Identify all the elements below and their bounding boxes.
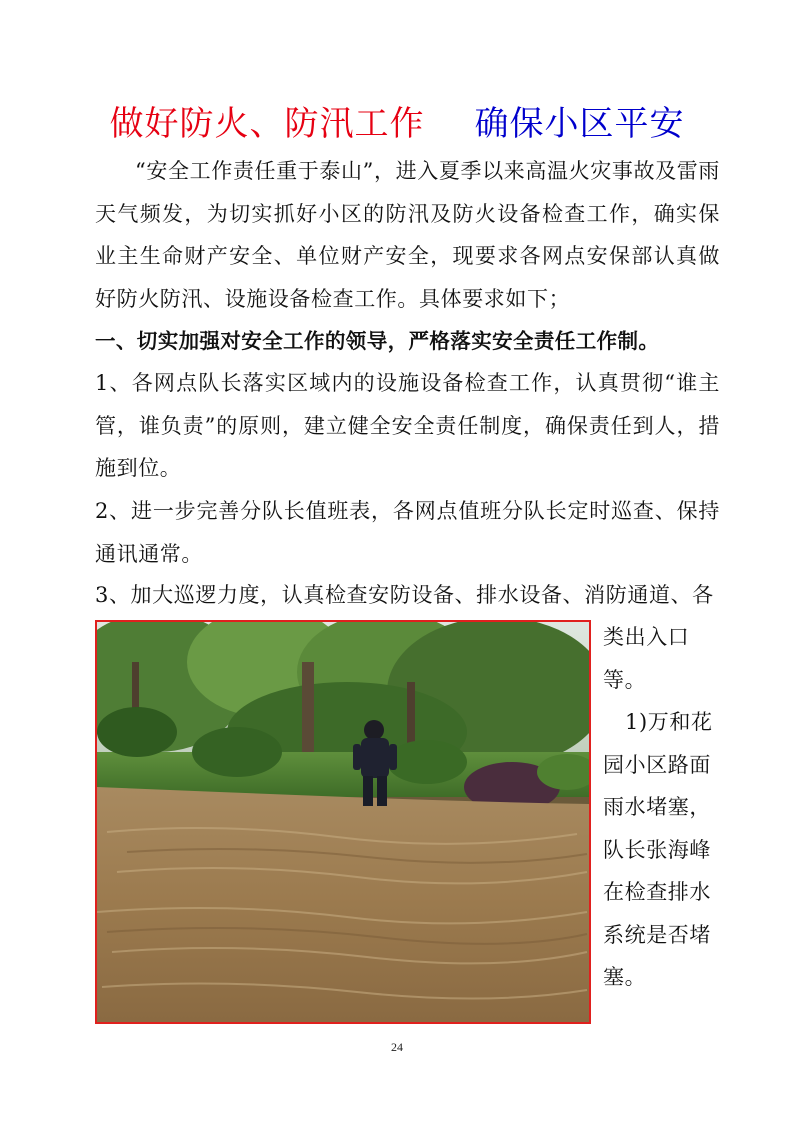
title-part-fire-flood: 做好防火、防汛工作 bbox=[109, 104, 425, 144]
item-3: 3、加大巡逻力度，认真检查安防设备、排水设备、消防通道、各 bbox=[95, 583, 714, 607]
item-2: 2、进一步完善分队长值班表，各网点值班分队长定时巡查、保持通讯通常。 bbox=[95, 499, 720, 566]
intro-paragraph: “安全工作责任重于泰山”，进入夏季以来高温火灾事故及雷雨天气频发，为切实抓好小区的防汛及防火设备检查工作，确实保业主生命财产安全、单位财产安全，现要求各网点安保部认真做好防火防汛、设施设备检查工作。具体要求如下； bbox=[95, 159, 720, 311]
photo-illustration bbox=[97, 622, 589, 1022]
section-heading: 一、切实加强对安全工作的领导，严格落实安全责任工作制。 bbox=[95, 329, 660, 353]
title-part-safety: 确保小区平安 bbox=[474, 104, 685, 144]
item-3-continuation: 类出入口等。 bbox=[603, 625, 690, 692]
page-number: 24 bbox=[391, 1040, 403, 1054]
photo-side-text bbox=[603, 616, 723, 999]
item-1: 1、各网点队长落实区域内的设施设备检查工作，认真贯彻“谁主管，谁负责”的原则，建立健全安全责任制度，确保责任到人，措施到位。 bbox=[95, 371, 720, 480]
photo-caption: 1)万和花园小区路面雨水堵塞，队长张海峰在检查排水系统是否堵塞。 bbox=[603, 710, 713, 989]
document-title bbox=[0, 96, 794, 145]
flooded-street-photo bbox=[95, 620, 591, 1024]
